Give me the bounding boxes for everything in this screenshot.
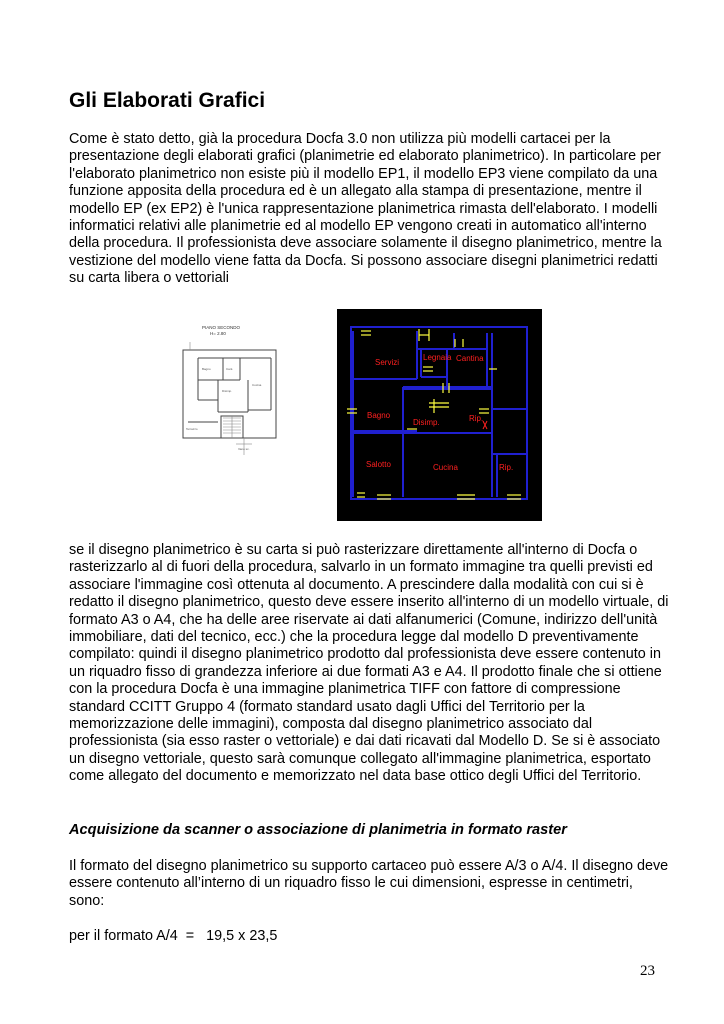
vector-room-label: Legnaia [423, 353, 452, 362]
vector-room-label: Disimp. [413, 418, 440, 427]
svg-text:Cucina: Cucina [252, 383, 262, 387]
page-number: 23 [640, 963, 655, 979]
format-paragraph: Il formato del disegno planimetrico su supporto cartaceo può essere A/3 o A/4. Il disegno deve essere contenuto all’interno di un riquadro fisso le cui dimensioni, espresse in centimetri, sono: [69, 858, 669, 909]
raster-caption-2: H= 2.80 [210, 331, 226, 336]
svg-text:Vano sc.: Vano sc. [238, 447, 250, 451]
page-title: Gli Elaborati Grafici [69, 89, 266, 112]
vector-room-label: Servizi [375, 358, 400, 367]
vector-room-label: Salotto [366, 460, 391, 469]
svg-text:Cant.: Cant. [226, 367, 234, 371]
svg-text:Disimp.: Disimp. [222, 389, 233, 393]
svg-text:Bagno: Bagno [202, 367, 211, 371]
svg-text:Terrazzo: Terrazzo [186, 427, 198, 431]
vector-room-label: Cucina [433, 463, 458, 472]
raster-caption-1: PIANO SECONDO [202, 325, 241, 330]
vector-room-label: Rip. [469, 414, 484, 423]
vector-room-label: Cantina [456, 354, 484, 363]
rasterization-paragraph: se il disegno planimetrico è su carta si può rasterizzare direttamente all'interno di Docfa o rasterizzarlo al di fuori della procedura, salvarlo in un formato immagine tra quelli previsti ed associare l'immagine così ottenuta al documento. A prescindere dalla modalità con cui si è redatto il disegno planimetrico, questo deve essere inserito all'interno di un modello virtuale, di formato A3 o A4, che ha delle aree riservate ai dati alfanumerici (Comune, indirizzo dell'unità immobiliare, dati del tecnico, ecc.) che la procedura legge dal modello D preventivamente compilato: quindi il disegno planimetrico prodotto dal professionista deve essere contenuto in un riquadro fisso di grandezza inferiore ai due formati A3 e A4. Il prodotto finale che si ottiene con la procedura Docfa è una immagine planimetrica TIFF con fattore di compressione standard CCITT Gruppo 4 (formato standard usato dagli Uffici del Territorio per la memorizzazione delle immagini), composta dal disegno planimetrico associato dal professionista (sia esso raster o vettoriale) e dai dati ricavati dal Modello D. Se si è associato un disegno vettoriale, questo sarà comunque collegato all'immagine planimetrica, esportato come allegato del documento e memorizzato nel data base ottico degli Uffici del Territorio. [69, 542, 669, 785]
vector-floorplan-figure [337, 309, 542, 521]
raster-floorplan-figure [178, 320, 280, 462]
a4-format-text: per il formato A/4 = 19,5 x 23,5 [69, 928, 278, 944]
section-heading: Acquisizione da scanner o associazione di planimetria in formato raster [69, 822, 567, 838]
vector-room-label: Bagno [367, 411, 391, 420]
a4-format-line [69, 928, 669, 945]
vector-room-label: Rip. [499, 463, 514, 472]
intro-paragraph: Come è stato detto, già la procedura Docfa 3.0 non utilizza più modelli cartacei per la presentazione degli elaborati grafici (planimetrie ed elaborato planimetrico). In particolare per l'elaborato planimetrico non esiste più il modello EP1, il modello EP3 viene compilato da una funzione apposita della procedura ed è un allegato alla stampa di presentazione, mentre il modello EP (ex EP2) è l'unica rappresentazione planimetrica rimasta dell'elaborato. I modelli informatici relativi alle planimetrie ed al modello EP vengono creati in automatico all'interno della procedura. Il professionista deve associare solamente il disegno planimetrico, mentre la vestizione del modello viene fatta da Docfa. Si possono associare disegni planimetrici redatti su carta libera o vettoriali [69, 131, 662, 287]
